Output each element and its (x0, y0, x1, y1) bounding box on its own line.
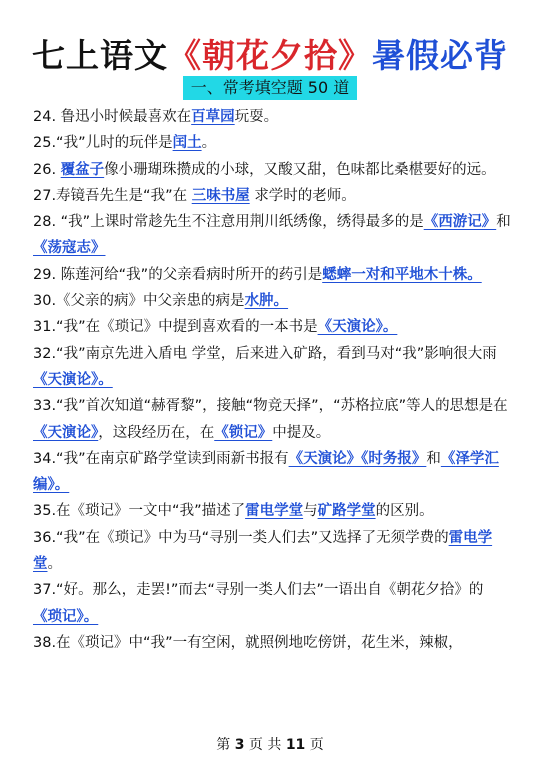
item-text: 34.“我”在南京矿路学堂读到雨新书报有 (33, 450, 289, 467)
answer: 《天演论》 (33, 424, 99, 441)
list-item (33, 314, 511, 340)
answer: 蟋蟀一对和平地木十株。 (322, 266, 482, 283)
answer: 水肿。 (244, 293, 289, 310)
footer-text: 第 (216, 737, 235, 753)
answer: 百草园 (191, 109, 235, 125)
page-total: 11 (285, 737, 306, 753)
item-text: 26. (33, 161, 61, 178)
item-text: 24. 鲁迅小时候最喜欢在 (33, 109, 192, 125)
answer: 雷电学堂 (245, 503, 304, 520)
section-heading-wrap (0, 76, 540, 100)
answer: 雷电学堂 (33, 529, 493, 573)
title-part-3: 暑假必背 (372, 36, 508, 75)
item-text: 35.在《琐记》一文中“我”描述了 (33, 503, 246, 520)
item-text: 。 (201, 135, 217, 152)
list-item (33, 446, 511, 499)
item-text: 30.《父亲的病》中父亲患的病是 (33, 293, 245, 310)
list-item (33, 393, 511, 446)
answer: 《天演论》。 (33, 371, 113, 388)
item-text: 29. 陈莲河给“我”的父亲看病时所开的药引是 (33, 266, 323, 283)
page-footer (0, 734, 540, 754)
item-text: 。 (47, 556, 62, 573)
item-text: 37.“好。那么，走罢!”而去“寻别一类人们去”一语出自《朝花夕拾》的 (33, 582, 484, 599)
item-text: 与 (303, 503, 318, 520)
list-item (33, 209, 511, 262)
answer: 三味书屋 (191, 187, 250, 204)
list-item (33, 157, 511, 183)
answer: 覆盆子 (60, 161, 105, 178)
list-item (33, 525, 511, 578)
item-text: 38.在《琐记》中“我”一有空闲，就照例地吃傍饼，花生米，辣椒， (33, 634, 463, 651)
page-title (0, 30, 540, 77)
list-item (33, 577, 511, 630)
item-text: 25.“我”儿时的玩伴是 (33, 135, 173, 152)
answer: 《西游记》 (423, 214, 497, 231)
list-item (33, 104, 511, 130)
answer: 《天演论》《时务报》 (288, 450, 427, 467)
list-item (33, 130, 511, 156)
item-text: 和 (426, 450, 441, 467)
answer: 《琐记》。 (33, 608, 99, 625)
list-item (33, 498, 511, 524)
item-text: 31.“我”在《琐记》中提到喜欢看的一本书是 (33, 319, 318, 336)
item-text: 36.“我”在《琐记》中为马“寻别一类人们去”又选择了无须学费的 (33, 529, 449, 546)
item-text: 中提及。 (272, 424, 331, 441)
item-text: 和 (496, 214, 511, 231)
answer: 《荡寇志》 (33, 240, 106, 257)
answer: 闰土 (172, 135, 202, 152)
list-item (33, 183, 511, 209)
item-text: 32.“我”南京先进入盾电 学堂，后来进入矿路，看到马对“我”影响很大雨 (33, 345, 497, 362)
page-number: 3 (234, 737, 245, 753)
footer-text: 页 (305, 737, 324, 753)
list-item (33, 288, 511, 314)
list-item (33, 630, 511, 656)
item-text: 玩耍。 (234, 109, 279, 125)
list-item (33, 341, 511, 394)
answer: 《泽学汇编》。 (33, 450, 499, 494)
title-part-1: 七上语文 (32, 36, 168, 75)
item-text: 求学时的老师。 (254, 187, 356, 204)
item-text: ，这段经历在，在 (98, 424, 215, 441)
item-text: 的区别。 (375, 503, 434, 520)
list-item (33, 262, 511, 288)
answer: 《锁记》 (214, 424, 273, 441)
answer: 矿路学堂 (317, 503, 376, 520)
item-text: 27.寿镜吾先生是“我”在 (33, 187, 188, 204)
question-list (33, 104, 511, 656)
section-heading: 一、常考填空题 50 道 (183, 76, 358, 100)
item-text: 28. “我”上课时常趁先生不注意用荆川纸绣像，绣得最多的是 (33, 214, 424, 231)
footer-text: 页 共 (244, 737, 286, 753)
item-text: 像小珊瑚珠攒成的小球，又酸又甜，色味都比桑椹要好的远。 (104, 161, 496, 178)
answer: 《天演论》。 (317, 319, 398, 336)
title-part-2: 《朝花夕拾》 (168, 36, 372, 75)
item-text: 33.“我”首次知道“赫胥黎”，接触“物竞天择”，“苏格拉底”等人的思想是在 (33, 398, 508, 415)
